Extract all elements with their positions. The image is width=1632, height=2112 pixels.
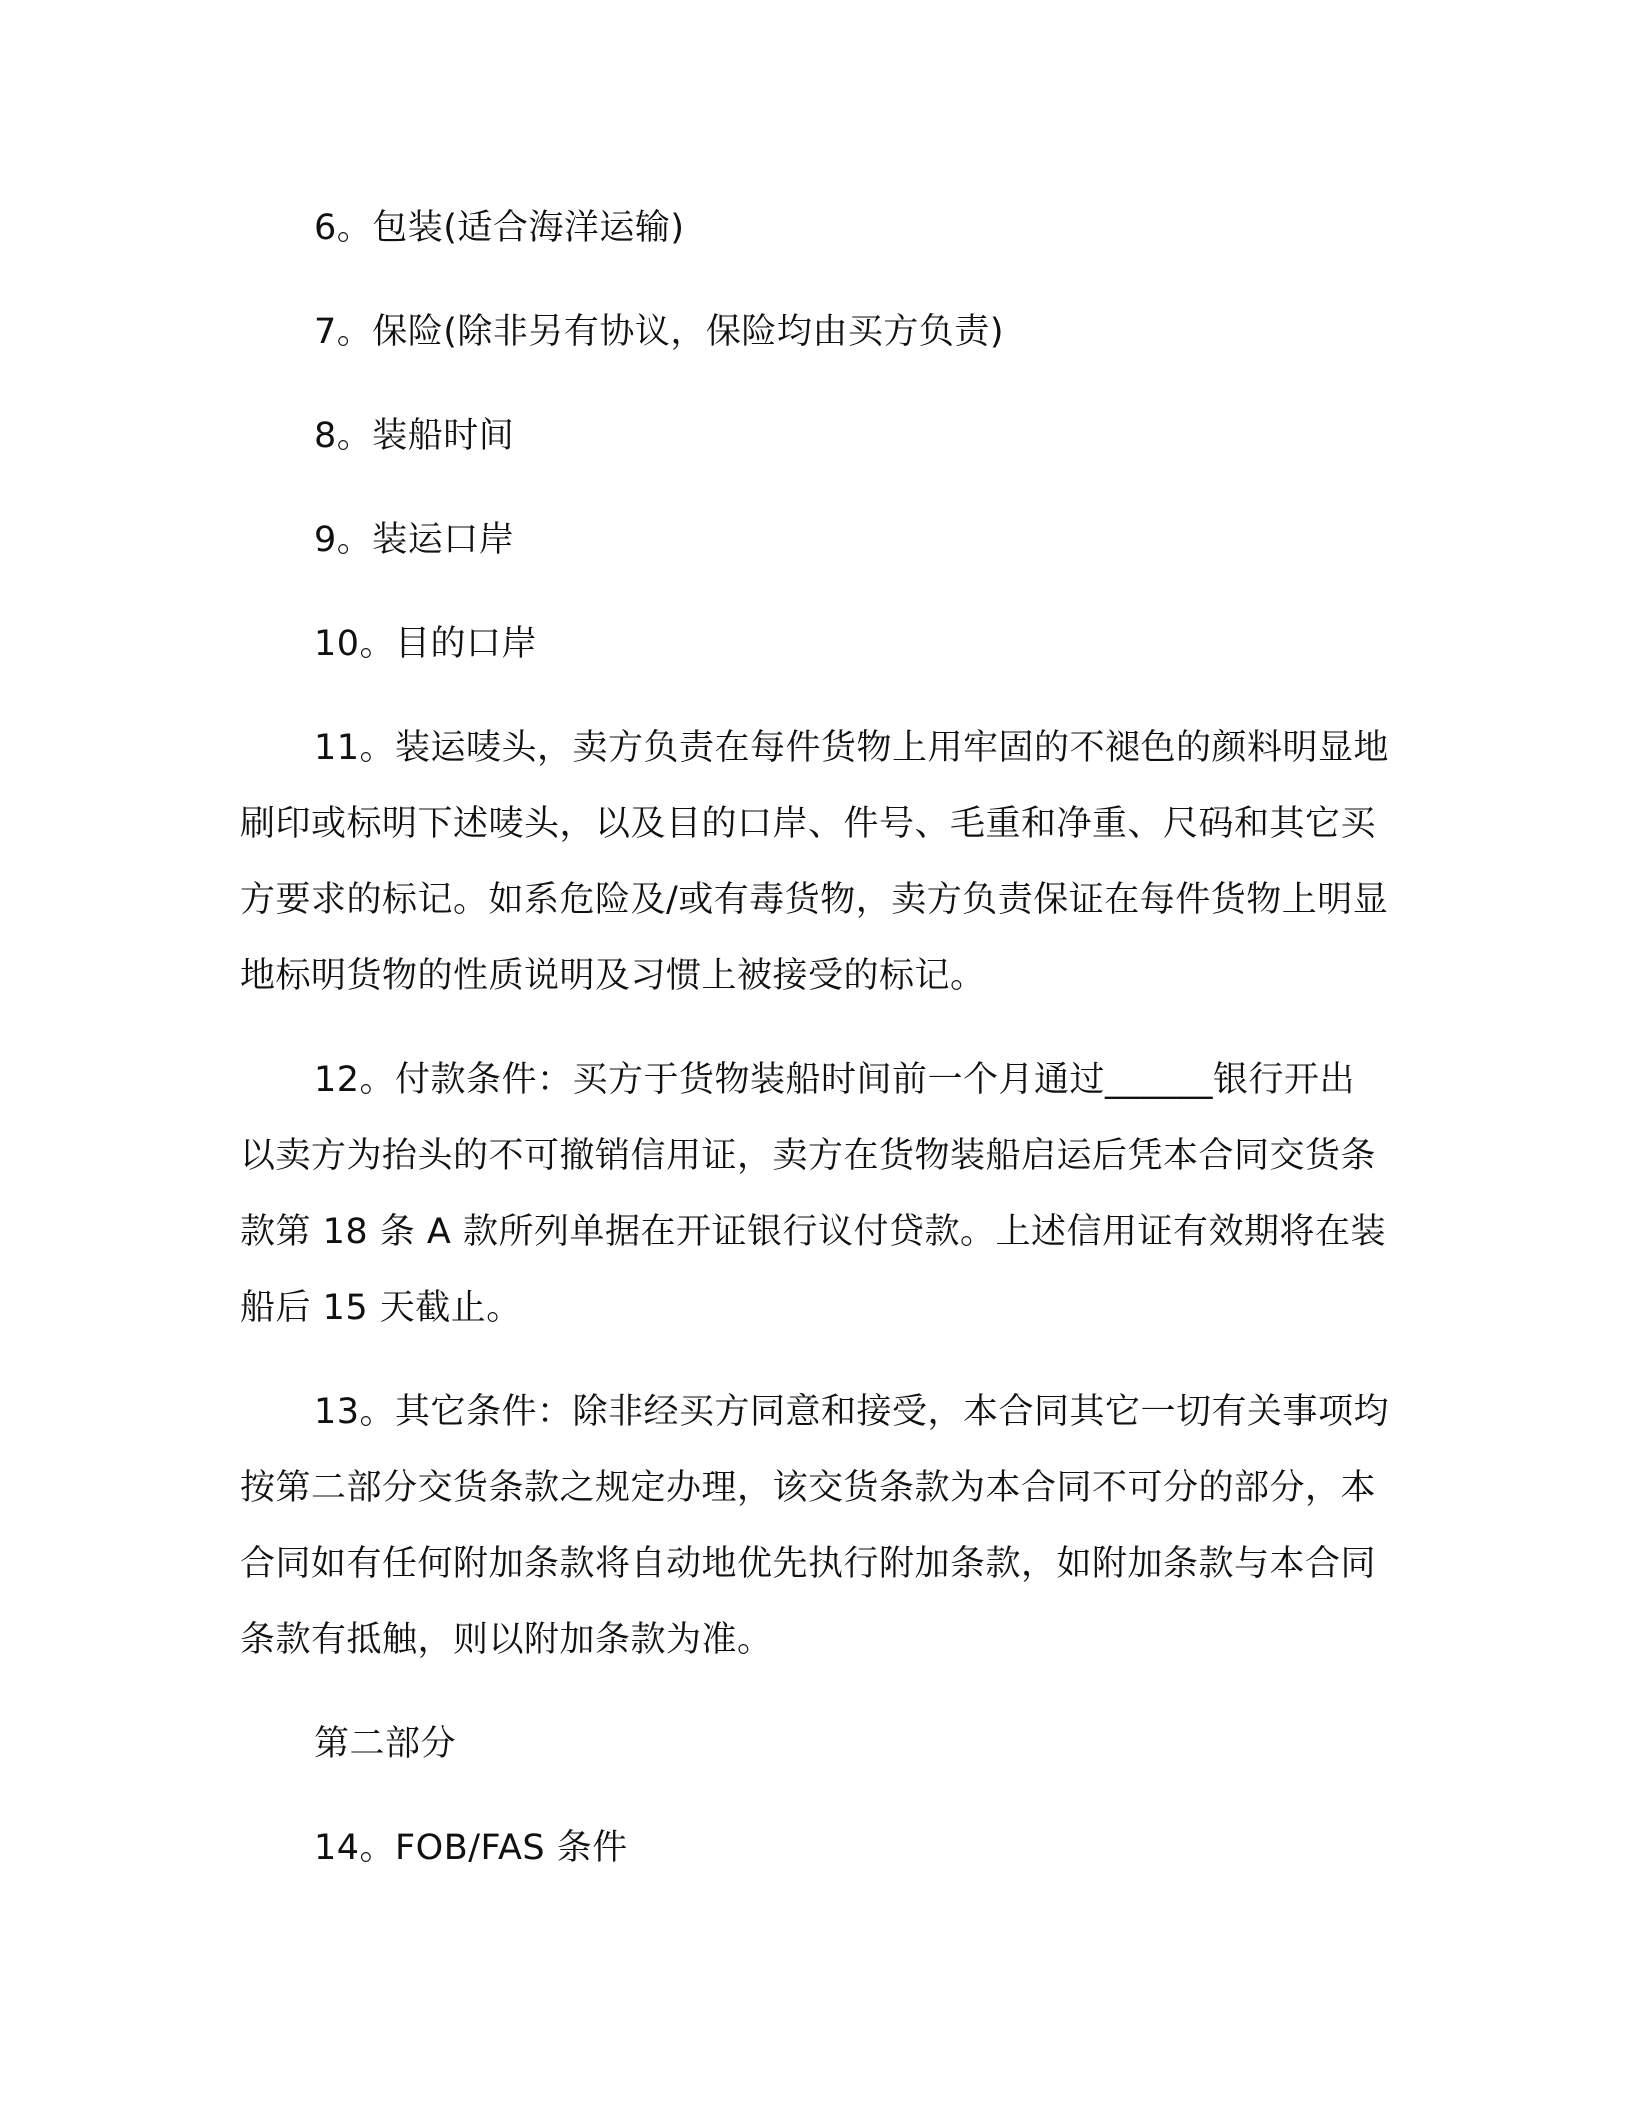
clause-13-other-terms: 13。其它条件：除非经买方同意和接受，本合同其它一切有关事项均按第二部分交货条款之规定办理，该交货条款为本合同不可分的部分，本合同如有任何附加条款将自动地优先执行附加条款，如附加条款与本合同条款有抵触，则以附加条款为准。: [240, 1392, 1390, 1660]
document-body: [240, 190, 1390, 1914]
clause-7-insurance: 7。保险(除非另有协议，保险均由买方负责): [314, 312, 1005, 352]
clause-12-payment-terms: 12。付款条件：买方于货物装船时间前一个月通过______银行开出以卖方为抬头的不可撤销信用证，卖方在货物装船启运后凭本合同交货条款第 18 条 A 款所列单据在开证银行议付贷款。上述信用证有效期将在装船后 15 天截止。: [240, 1060, 1386, 1328]
part-two-heading: 第二部分: [314, 1724, 457, 1764]
clause-8-shipment-time: 8。装船时间: [314, 416, 515, 456]
clause-6-packing: 6。包装(适合海洋运输): [314, 208, 685, 248]
clause-14-fob-fas: 14。FOB/FAS 条件: [314, 1828, 628, 1868]
clause-11-shipping-marks: 11。装运唛头，卖方负责在每件货物上用牢固的不褪色的颜料明显地刷印或标明下述唛头，以及目的口岸、件号、毛重和净重、尺码和其它买方要求的标记。如系危险及/或有毒货物，卖方负责保证在每件货物上明显地标明货物的性质说明及习惯上被接受的标记。: [240, 728, 1390, 996]
clause-9-loading-port: 9。装运口岸: [314, 520, 515, 560]
clause-10-destination-port: 10。目的口岸: [314, 624, 538, 664]
